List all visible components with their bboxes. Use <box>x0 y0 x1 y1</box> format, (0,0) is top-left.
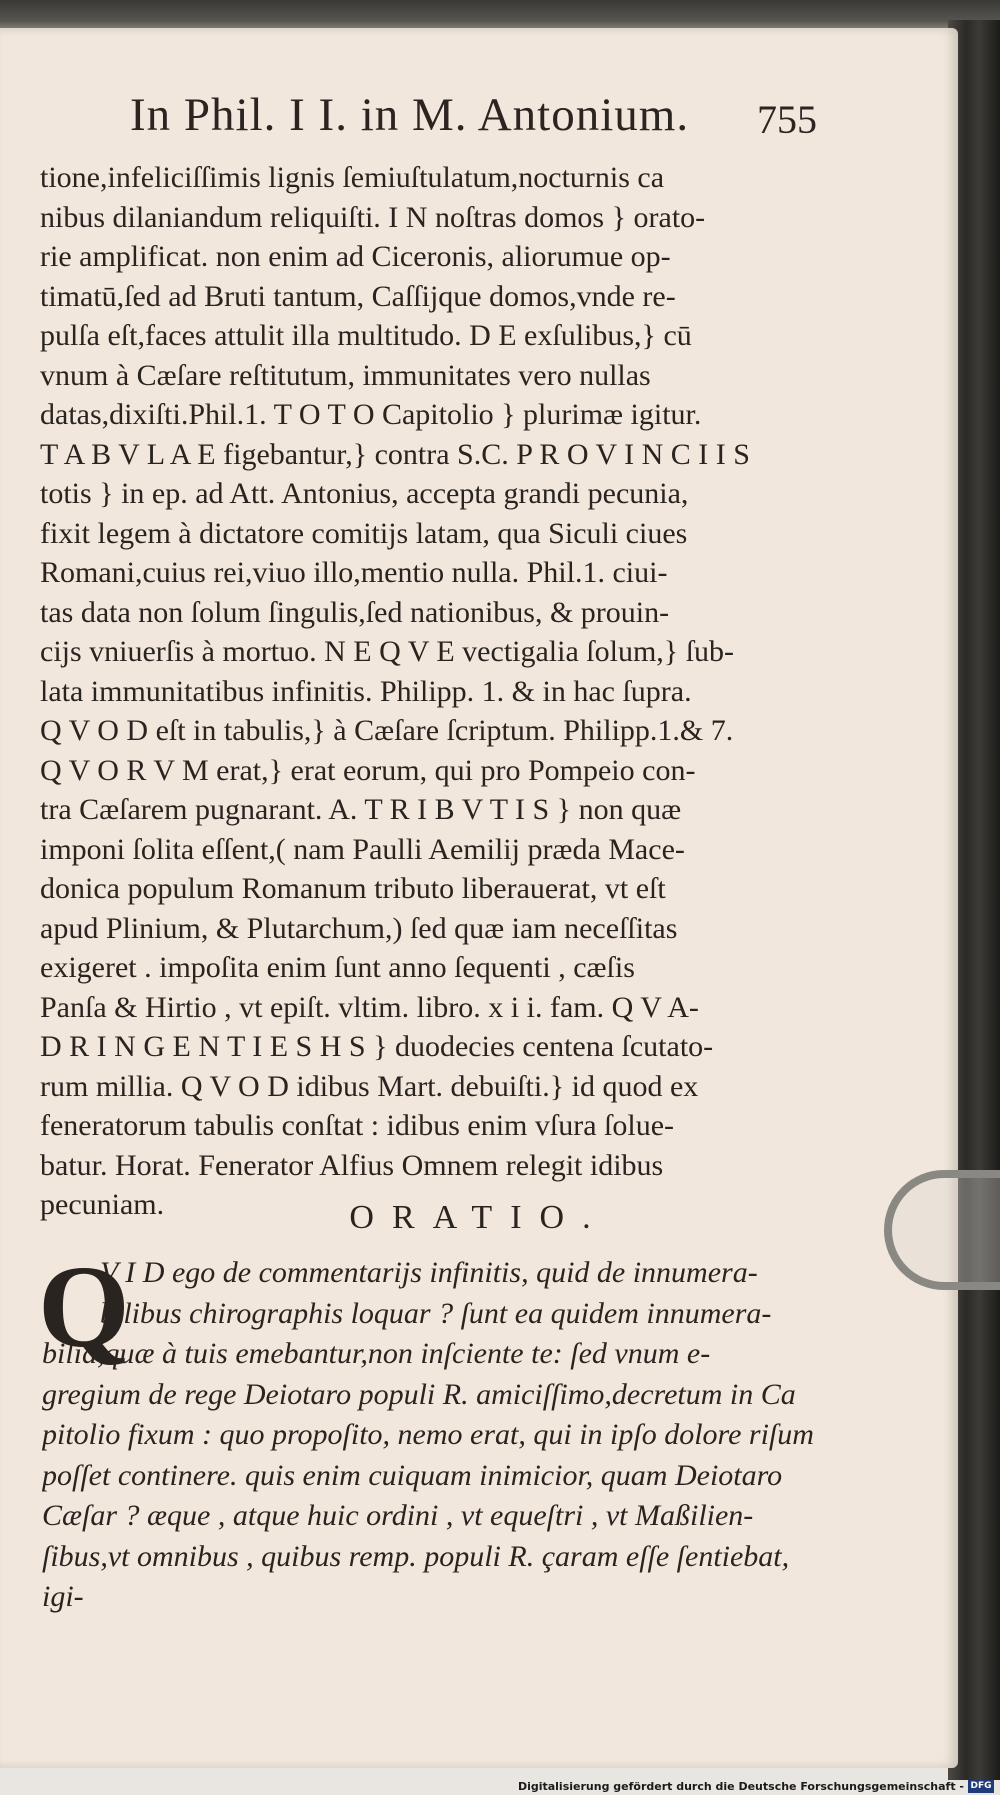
oration-line: igi- <box>42 1580 84 1613</box>
oration-line: pitolio fixum : quo propoſito, nemo erat, qui in ipſo dolore riſum <box>42 1418 814 1451</box>
section-heading: ORATIO. <box>349 1199 609 1236</box>
oration-line: bilia,quæ à tuis emebantur,non inſciente te: ſed vnum e- <box>42 1337 711 1370</box>
digitization-credit <box>518 1780 994 1793</box>
page-header <box>0 88 958 158</box>
text-line: Q V O R V M erat,} erat eorum, qui pro Pompeio con- <box>40 753 696 787</box>
oration-line: bilibus chirographis loquar ? ſunt ea quidem innumera- <box>100 1296 772 1330</box>
credit-text: Digitalisierung gefördert durch die Deutsche Forschungsgemeinschaft - <box>517 1780 964 1793</box>
text-line: pulſa eſt,faces attulit illa multitudo. D E exſulibus,} cū <box>40 319 692 352</box>
text-line: vnum à Cæſare reſtitutum, immunitates vero nullas <box>40 358 651 392</box>
text-line: batur. Horat. Fenerator Alfius Omnem relegit idibus <box>40 1148 664 1182</box>
oration-line: gregium de rege Deiotaro populi R. amiciſſimo,decretum in Ca <box>42 1377 796 1411</box>
text-line: tione,infeliciſſimis lignis ſemiuſtulatum,nocturnis ca <box>40 161 665 194</box>
text-line: fixit legem à dictatore comitijs latam, qua Siculi ciues <box>40 516 688 550</box>
book-top-edge <box>0 0 1000 30</box>
text-line: totis } in ep. ad Att. Antonius, accepta grandi pecunia, <box>40 477 689 510</box>
text-line: rie amplificat. non enim ad Ciceronis, aliorumue op- <box>40 240 671 273</box>
text-line: exigeret . impoſita enim ſunt anno ſequenti , cæſis <box>40 951 635 984</box>
text-line: imponi ſolita eſſent,( nam Paulli Aemilij præda Mace- <box>40 832 685 866</box>
text-line: feneratorum tabulis conſtat : idibus enim vſura ſolue- <box>40 1109 674 1142</box>
text-line: lata immunitatibus infinitis. Philipp. 1. & in hac ſupra. <box>40 674 692 708</box>
oration-line: poſſet continere. quis enim cuiquam inimicior, quam Deiotaro <box>42 1458 783 1492</box>
text-line: cijs vniuerſis à mortuo. N E Q V E vectigalia ſolum,} ſub- <box>40 635 735 668</box>
text-line: pecuniam. <box>40 1188 165 1221</box>
oration-line: V I D ego de commentarijs infinitis, quid de innumera- <box>100 1256 758 1289</box>
text-line: tas data non ſolum ſingulis,ſed nationibus, & prouin- <box>40 595 670 629</box>
text-line: apud Plinium, & Plutarchum,) ſed quæ iam neceſſitas <box>40 911 678 945</box>
text-line: T A B V L A E figebantur,} contra S.C. P R O V I N C I I S <box>40 437 750 471</box>
text-line: Q V O D eſt in tabulis,} à Cæſare ſcriptum. Philipp.1.& 7. <box>40 714 734 747</box>
text-line: nibus dilaniandum reliquiſti. I N noſtras domos } orato- <box>40 200 706 234</box>
text-line: D R I N G E N T I E S H S } duodecies centena ſcutato- <box>40 1030 714 1063</box>
drop-cap: Q <box>38 1241 130 1372</box>
oration-text <box>42 1253 842 1618</box>
commentary-text <box>40 158 830 1225</box>
text-line: timatū,ſed ad Bruti tantum, Caſſijque domos,vnde re- <box>40 279 676 313</box>
oration-line: ſibus,vt omnibus , quibus remp. populi R. çaram eſſe ſentiebat, <box>42 1539 790 1573</box>
text-line: Romani,cuius rei,viuo illo,mentio nulla. Phil.1. ciui- <box>40 556 668 589</box>
text-line: donica populum Romanum tributo liberauerat, vt eſt <box>40 872 666 905</box>
running-title: In Phil. I I. in M. Antonium. <box>130 89 690 141</box>
text-line: Panſa & Hirtio , vt epiſt. vltim. libro. x i i. fam. Q V A- <box>40 990 699 1024</box>
text-line: tra Cæſarem pugnarant. A. T R I B V T I S } non quæ <box>40 793 682 826</box>
text-line: datas,dixiſti.Phil.1. T O T O Capitolio } plurimæ igitur. <box>40 398 702 431</box>
dfg-logo: DFG <box>968 1780 994 1793</box>
oration-line: Cæſar ? æque , atque huic ordini , vt equeſtri , vt Maßilien- <box>42 1499 754 1532</box>
page-number: 755 <box>757 97 817 142</box>
text-line: rum millia. Q V O D idibus Mart. debuiſti.} id quod ex <box>40 1069 699 1103</box>
